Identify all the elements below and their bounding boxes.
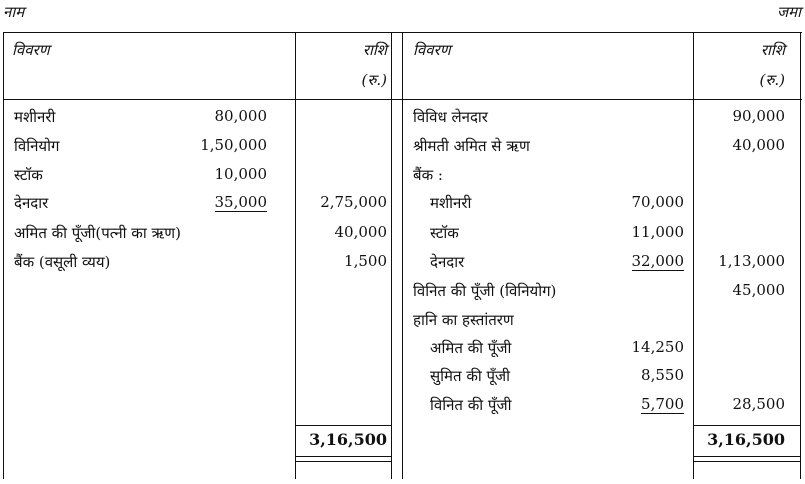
debit-total-line-2 bbox=[295, 461, 391, 462]
debit-right-border bbox=[391, 32, 392, 479]
credit-row-label: सुमित की पूँजी bbox=[430, 367, 511, 385]
debit-row-subamount: 10,000 bbox=[214, 165, 267, 183]
credit-row-amount: 28,500 bbox=[732, 395, 785, 413]
credit-row-subamount: 14,250 bbox=[631, 338, 684, 356]
debit-total-top-line bbox=[295, 425, 391, 426]
credit-particulars-header: विवरण bbox=[413, 41, 451, 59]
credit-amount-unit: (रु.) bbox=[759, 71, 785, 89]
credit-row-label: हानि का हस्तांतरण bbox=[413, 311, 514, 329]
right-border bbox=[800, 32, 801, 479]
credit-row-label: विविध लेनदार bbox=[413, 108, 488, 126]
debit-row-amount: 40,000 bbox=[334, 223, 387, 241]
credit-row-amount: 40,000 bbox=[732, 136, 785, 154]
debit-side-label: नाम bbox=[3, 3, 25, 21]
credit-row-label: विनित की पूँजी (विनियोग) bbox=[413, 282, 557, 300]
credit-row-subamount: 32,000 bbox=[631, 252, 684, 270]
credit-row-subamount: 11,000 bbox=[631, 223, 684, 241]
credit-left-border bbox=[402, 32, 403, 479]
credit-row-label: स्टॉक bbox=[430, 224, 459, 242]
credit-row-label: विनित की पूँजी bbox=[430, 396, 512, 414]
debit-row-label: मशीनरी bbox=[14, 108, 56, 126]
credit-row-subamount: 70,000 bbox=[631, 193, 684, 211]
credit-row-amount: 45,000 bbox=[732, 281, 785, 299]
credit-total-top-line bbox=[693, 425, 800, 426]
debit-amount-unit: (रु.) bbox=[361, 71, 387, 89]
credit-total: 3,16,500 bbox=[707, 430, 785, 449]
debit-row-label: विनियोग bbox=[14, 137, 60, 155]
credit-row-label: श्रीमती अमित से ऋण bbox=[413, 137, 530, 155]
credit-total-line-2 bbox=[693, 461, 800, 462]
credit-row-label: देनदार bbox=[430, 253, 465, 271]
debit-row-label: बैंक (वसूली व्यय) bbox=[14, 253, 111, 271]
debit-row-amount: 2,75,000 bbox=[320, 193, 387, 211]
credit-side-label: जमा bbox=[777, 3, 801, 21]
credit-amount-divider bbox=[693, 32, 694, 479]
debit-amount-divider bbox=[295, 32, 296, 479]
debit-amount-header: राशि bbox=[362, 41, 387, 59]
credit-row-amount: 90,000 bbox=[732, 107, 785, 125]
debit-row-label: देनदार bbox=[14, 194, 49, 212]
credit-total-line-1 bbox=[693, 456, 800, 457]
debit-row-amount: 1,500 bbox=[344, 252, 387, 270]
debit-total: 3,16,500 bbox=[309, 430, 387, 449]
credit-row-label: अमित की पूँजी bbox=[430, 339, 512, 357]
debit-row-subamount: 80,000 bbox=[214, 107, 267, 125]
credit-row-subamount: 8,550 bbox=[641, 366, 684, 384]
left-border bbox=[3, 32, 4, 479]
debit-total-line-1 bbox=[295, 456, 391, 457]
debit-row-label: अमित की पूँजी(पत्नी का ऋण) bbox=[14, 224, 181, 242]
credit-row-subamount: 5,700 bbox=[641, 395, 684, 413]
debit-row-subamount: 1,50,000 bbox=[200, 136, 267, 154]
credit-row-amount: 1,13,000 bbox=[718, 252, 785, 270]
credit-amount-header: राशि bbox=[760, 41, 785, 59]
credit-row-label: मशीनरी bbox=[430, 194, 472, 212]
debit-particulars-header: विवरण bbox=[12, 41, 50, 59]
debit-row-label: स्टॉक bbox=[14, 166, 43, 184]
debit-row-subamount: 35,000 bbox=[214, 193, 267, 211]
credit-row-label: बैंक : bbox=[413, 166, 443, 184]
